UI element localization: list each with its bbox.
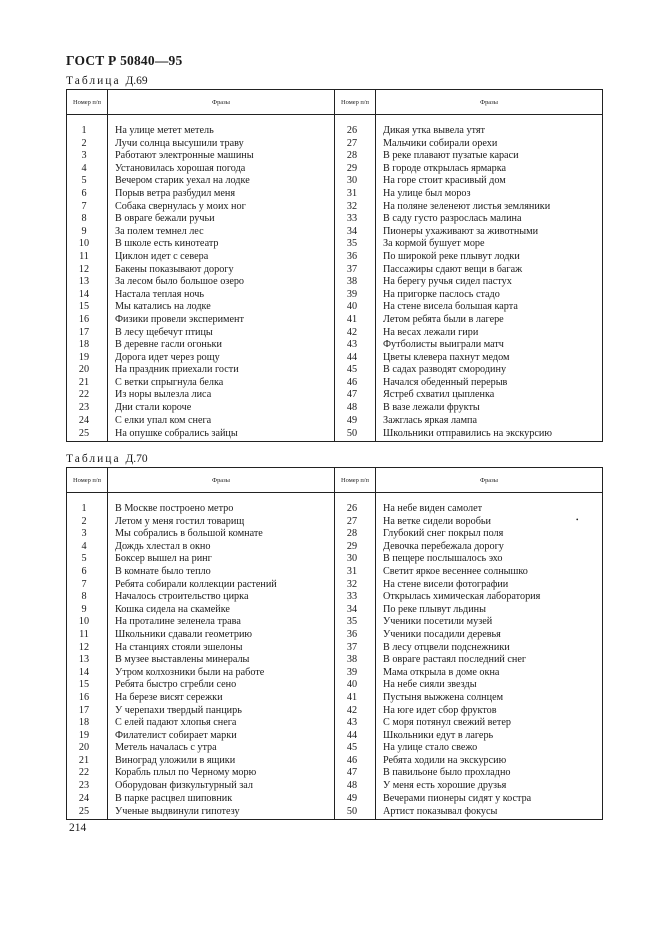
table-row (67, 742, 603, 755)
row-number: 25 (67, 427, 108, 442)
row-number: 9 (67, 226, 108, 239)
phrase-cell: Дождь хлестал в окно (108, 541, 335, 554)
caption-word: Таблица (66, 453, 121, 465)
phrase-cell: Дни стали короче (108, 402, 335, 415)
phrase-cell: Физики провели эксперимент (108, 314, 335, 327)
phrase-cell: В лесу отцвели подснежники (376, 642, 603, 655)
table-row (67, 427, 603, 442)
table-row (67, 692, 603, 705)
table-row (67, 642, 603, 655)
phrase-cell: Пустыня выжжена солнцем (376, 692, 603, 705)
phrase-cell: Виноград уложили в ящики (108, 755, 335, 768)
table-row (67, 201, 603, 214)
phrase-cell: Порыв ветра разбудил меня (108, 188, 335, 201)
row-number: 29 (335, 163, 376, 176)
table-row (67, 654, 603, 667)
row-number: 41 (335, 692, 376, 705)
phrase-cell: На улице был мороз (376, 188, 603, 201)
phrase-cell: Летом ребята были в лагере (376, 314, 603, 327)
phrase-cell: Циклон идет с севера (108, 251, 335, 264)
row-number: 36 (335, 629, 376, 642)
row-number: 46 (335, 377, 376, 390)
phrase-cell: Ребята ходили на экскурсию (376, 755, 603, 768)
spacer-row (67, 493, 603, 504)
stray-mark: • (576, 516, 579, 524)
phrase-cell: В вазе лежали фрукты (376, 402, 603, 415)
phrase-cell: На стене висела большая карта (376, 301, 603, 314)
row-number: 47 (335, 767, 376, 780)
row-number: 32 (335, 579, 376, 592)
phrase-cell: На улице стало свежо (376, 742, 603, 755)
row-number: 15 (67, 679, 108, 692)
page-number: 214 (69, 822, 87, 834)
row-number: 21 (67, 755, 108, 768)
row-number: 44 (335, 730, 376, 743)
row-number: 24 (67, 415, 108, 428)
phrase-cell: В Москве построено метро (108, 503, 335, 516)
phrase-cell: Цветы клевера пахнут медом (376, 352, 603, 365)
column-header-phrases: Фразы (376, 90, 603, 115)
table-caption-d70 (66, 453, 148, 465)
table-row (67, 541, 603, 554)
phrase-cell: За полем темнел лес (108, 226, 335, 239)
row-number: 18 (67, 339, 108, 352)
row-number: 45 (335, 742, 376, 755)
row-number: 42 (335, 705, 376, 718)
row-number: 41 (335, 314, 376, 327)
table-row (67, 276, 603, 289)
row-number: 40 (335, 679, 376, 692)
spacer-cell (67, 493, 108, 504)
row-number: 15 (67, 301, 108, 314)
row-number: 33 (335, 213, 376, 226)
phrase-cell: В комнате было тепло (108, 566, 335, 579)
phrase-cell: В школе есть кинотеатр (108, 238, 335, 251)
phrase-cell: Ученые выдвинули гипотезу (108, 805, 335, 820)
table-row (67, 604, 603, 617)
row-number: 40 (335, 301, 376, 314)
row-number: 10 (67, 238, 108, 251)
phrase-cell: Глубокий снег покрыл поля (376, 528, 603, 541)
phrase-cell: На улице метет метель (108, 125, 335, 138)
table-d69 (66, 89, 603, 442)
phrase-cell: Дикая утка вывела утят (376, 125, 603, 138)
row-number: 28 (335, 150, 376, 163)
phrase-cell: Мальчики собирали орехи (376, 138, 603, 151)
phrase-cell: Собака свернулась у моих ног (108, 201, 335, 214)
phrase-cell: Школьники отправились на экскурсию (376, 427, 603, 442)
phrase-cell: В павильоне было прохладно (376, 767, 603, 780)
phrase-cell: На юге идет сбор фруктов (376, 705, 603, 718)
row-number: 2 (67, 138, 108, 151)
phrase-cell: Боксер вышел на ринг (108, 553, 335, 566)
phrase-cell: На весах лежали гири (376, 327, 603, 340)
row-number: 35 (335, 238, 376, 251)
row-number: 49 (335, 415, 376, 428)
row-number: 20 (67, 742, 108, 755)
phrase-cell: Летом у меня гостил товарищ (108, 516, 335, 529)
table-row (67, 125, 603, 138)
row-number: 44 (335, 352, 376, 365)
row-number: 38 (335, 654, 376, 667)
row-number: 25 (67, 805, 108, 820)
row-number: 39 (335, 289, 376, 302)
phrase-cell: В реке плавают пузатые караси (376, 150, 603, 163)
phrase-cell: Ребята быстро сгребли сено (108, 679, 335, 692)
row-number: 38 (335, 276, 376, 289)
spacer-cell (108, 115, 335, 126)
phrase-cell: С елей падают хлопья снега (108, 717, 335, 730)
spacer-cell (335, 115, 376, 126)
phrase-cell: Работают электронные машины (108, 150, 335, 163)
row-number: 14 (67, 667, 108, 680)
phrase-cell: На стене висели фотографии (376, 579, 603, 592)
phrase-cell: Начался обеденный перерыв (376, 377, 603, 390)
row-number: 27 (335, 138, 376, 151)
phrase-cell: По широкой реке плывут лодки (376, 251, 603, 264)
row-number: 22 (67, 767, 108, 780)
row-number: 1 (67, 125, 108, 138)
table-row (67, 767, 603, 780)
row-number: 30 (335, 553, 376, 566)
phrase-cell: На праздник приехали гости (108, 364, 335, 377)
phrase-cell: В деревне гасли огоньки (108, 339, 335, 352)
phrase-cell: Ученики посадили деревья (376, 629, 603, 642)
column-header-number: Номер п/п (67, 468, 108, 493)
row-number: 21 (67, 377, 108, 390)
row-number: 12 (67, 264, 108, 277)
row-number: 13 (67, 654, 108, 667)
row-number: 50 (335, 805, 376, 820)
row-number: 17 (67, 327, 108, 340)
row-number: 26 (335, 503, 376, 516)
phrase-cell: На поляне зеленеют листья земляники (376, 201, 603, 214)
table-row (67, 150, 603, 163)
phrase-cell: На горе стоит красивый дом (376, 175, 603, 188)
row-number: 11 (67, 629, 108, 642)
table-row (67, 364, 603, 377)
row-number: 45 (335, 364, 376, 377)
row-number: 17 (67, 705, 108, 718)
row-number: 48 (335, 402, 376, 415)
phrase-cell: Корабль плыл по Черному морю (108, 767, 335, 780)
row-number: 43 (335, 717, 376, 730)
row-number: 37 (335, 642, 376, 655)
row-number: 29 (335, 541, 376, 554)
column-header-number: Номер п/п (67, 90, 108, 115)
document-header: ГОСТ Р 50840—95 (66, 53, 183, 68)
table-row (67, 717, 603, 730)
phrase-cell: Ребята собирали коллекции растений (108, 579, 335, 592)
phrase-cell: По реке плывут льдины (376, 604, 603, 617)
column-header-phrases: Фразы (108, 468, 335, 493)
phrase-cell: Зажглась яркая лампа (376, 415, 603, 428)
row-number: 6 (67, 188, 108, 201)
table-row (67, 175, 603, 188)
phrase-cell: В пещере послышалось эхо (376, 553, 603, 566)
table-row (67, 705, 603, 718)
phrase-cell: Кошка сидела на скамейке (108, 604, 335, 617)
row-number: 8 (67, 213, 108, 226)
table-d70 (66, 467, 603, 820)
phrase-cell: Девочка перебежала дорогу (376, 541, 603, 554)
table-row (67, 528, 603, 541)
row-number: 33 (335, 591, 376, 604)
phrase-cell: На небе сияли звезды (376, 679, 603, 692)
phrase-cell: Оборудован физкультурный зал (108, 780, 335, 793)
phrase-cell: Пассажиры сдают вещи в багаж (376, 264, 603, 277)
row-number: 34 (335, 226, 376, 239)
row-number: 31 (335, 566, 376, 579)
phrase-cell: Лучи солнца высушили траву (108, 138, 335, 151)
phrase-cell: Артист показывал фокусы (376, 805, 603, 820)
row-number: 19 (67, 352, 108, 365)
phrase-cell: Мама открыла в доме окна (376, 667, 603, 680)
row-number: 14 (67, 289, 108, 302)
row-number: 47 (335, 389, 376, 402)
phrase-cell: Утром колхозники были на работе (108, 667, 335, 680)
phrase-cell: На опушке собрались зайцы (108, 427, 335, 442)
phrase-cell: С моря потянул свежий ветер (376, 717, 603, 730)
phrase-cell: Мы катались на лодке (108, 301, 335, 314)
table-row (67, 327, 603, 340)
phrase-cell: Открылась химическая лаборатория (376, 591, 603, 604)
row-number: 5 (67, 553, 108, 566)
phrase-cell: На пригорке паслось стадо (376, 289, 603, 302)
row-number: 43 (335, 339, 376, 352)
phrase-cell: Светит яркое весеннее солнышко (376, 566, 603, 579)
table-row (67, 566, 603, 579)
row-number: 11 (67, 251, 108, 264)
row-number: 28 (335, 528, 376, 541)
table-row (67, 163, 603, 176)
phrase-cell: Установилась хорошая погода (108, 163, 335, 176)
table-row (67, 352, 603, 365)
row-number: 6 (67, 566, 108, 579)
row-number: 18 (67, 717, 108, 730)
row-number: 9 (67, 604, 108, 617)
table-row (67, 301, 603, 314)
row-number: 1 (67, 503, 108, 516)
table-row (67, 389, 603, 402)
table-row (67, 251, 603, 264)
row-number: 7 (67, 579, 108, 592)
row-number: 16 (67, 692, 108, 705)
table-row (67, 591, 603, 604)
table-row (67, 377, 603, 390)
column-header-number: Номер п/п (335, 90, 376, 115)
row-number: 48 (335, 780, 376, 793)
phrase-cell: В садах разводят смородину (376, 364, 603, 377)
phrase-cell: На березе висят сережки (108, 692, 335, 705)
row-number: 8 (67, 591, 108, 604)
table-row (67, 755, 603, 768)
caption-number: Д.70 (125, 453, 148, 465)
row-number: 20 (67, 364, 108, 377)
table-row (67, 793, 603, 806)
row-number: 16 (67, 314, 108, 327)
row-number: 4 (67, 163, 108, 176)
phrase-cell: В парке расцвел шиповник (108, 793, 335, 806)
row-number: 7 (67, 201, 108, 214)
phrase-cell: Метель началась с утра (108, 742, 335, 755)
table-row (67, 138, 603, 151)
row-number: 36 (335, 251, 376, 264)
row-number: 4 (67, 541, 108, 554)
phrase-cell: Ястреб схватил цыпленка (376, 389, 603, 402)
table-row (67, 264, 603, 277)
phrase-cell: За лесом было большое озеро (108, 276, 335, 289)
row-number: 39 (335, 667, 376, 680)
table-row (67, 188, 603, 201)
row-number: 24 (67, 793, 108, 806)
row-number: 13 (67, 276, 108, 289)
phrase-cell: На небе виден самолет (376, 503, 603, 516)
caption-number: Д.69 (125, 75, 148, 87)
phrase-cell: С ветки спрыгнула белка (108, 377, 335, 390)
phrase-cell: Школьники сдавали геометрию (108, 629, 335, 642)
row-number: 50 (335, 427, 376, 442)
row-number: 49 (335, 793, 376, 806)
row-number: 5 (67, 175, 108, 188)
phrase-cell: Ученики посетили музей (376, 616, 603, 629)
phrase-cell: В овраге бежали ручьи (108, 213, 335, 226)
phrase-cell: На ветке сидели воробьи (376, 516, 603, 529)
spacer-cell (335, 493, 376, 504)
row-number: 42 (335, 327, 376, 340)
table-row (67, 213, 603, 226)
row-number: 31 (335, 188, 376, 201)
phrase-cell: Настала теплая ночь (108, 289, 335, 302)
row-number: 34 (335, 604, 376, 617)
row-number: 26 (335, 125, 376, 138)
phrase-cell: Футболисты выиграли матч (376, 339, 603, 352)
phrase-cell: На станциях стояли эшелоны (108, 642, 335, 655)
row-number: 22 (67, 389, 108, 402)
phrase-cell: Началось строительство цирка (108, 591, 335, 604)
row-number: 3 (67, 150, 108, 163)
phrase-cell: У черепахи твердый панцирь (108, 705, 335, 718)
row-number: 37 (335, 264, 376, 277)
row-number: 10 (67, 616, 108, 629)
phrase-cell: В музее выставлены минералы (108, 654, 335, 667)
row-number: 12 (67, 642, 108, 655)
row-number: 23 (67, 402, 108, 415)
table-caption-d69 (66, 75, 148, 87)
table-row (67, 553, 603, 566)
row-number: 3 (67, 528, 108, 541)
table-row (67, 679, 603, 692)
phrase-cell: Пионеры ухаживают за животными (376, 226, 603, 239)
phrase-cell: Мы собрались в большой комнате (108, 528, 335, 541)
caption-word: Таблица (66, 75, 121, 87)
phrase-cell: Вечерами пионеры сидят у костра (376, 793, 603, 806)
table-row (67, 402, 603, 415)
table-row (67, 516, 603, 529)
table-row (67, 579, 603, 592)
row-number: 23 (67, 780, 108, 793)
table-row (67, 238, 603, 251)
table-row (67, 805, 603, 820)
row-number: 27 (335, 516, 376, 529)
table-row (67, 339, 603, 352)
table-row (67, 667, 603, 680)
phrase-cell: В городе открылась ярмарка (376, 163, 603, 176)
table-row (67, 629, 603, 642)
row-number: 2 (67, 516, 108, 529)
table-row (67, 780, 603, 793)
phrase-cell: Из норы вылезла лиса (108, 389, 335, 402)
spacer-cell (376, 493, 603, 504)
row-number: 30 (335, 175, 376, 188)
column-header-number: Номер п/п (335, 468, 376, 493)
phrase-cell: За кормой бушует море (376, 238, 603, 251)
phrase-cell: Бакены показывают дорогу (108, 264, 335, 277)
spacer-cell (67, 115, 108, 126)
phrase-cell: Школьники едут в лагерь (376, 730, 603, 743)
spacer-cell (108, 493, 335, 504)
table-row (67, 415, 603, 428)
phrase-cell: Дорога идет через рощу (108, 352, 335, 365)
phrase-cell: В саду густо разрослась малина (376, 213, 603, 226)
row-number: 19 (67, 730, 108, 743)
table-row (67, 616, 603, 629)
phrase-cell: На проталине зеленела трава (108, 616, 335, 629)
table-row (67, 730, 603, 743)
table-row (67, 314, 603, 327)
spacer-row (67, 115, 603, 126)
phrase-cell: В лесу щебечут птицы (108, 327, 335, 340)
table-row (67, 226, 603, 239)
phrase-cell: На берегу ручья сидел пастух (376, 276, 603, 289)
row-number: 35 (335, 616, 376, 629)
row-number: 32 (335, 201, 376, 214)
phrase-cell: Вечером старик уехал на лодке (108, 175, 335, 188)
row-number: 46 (335, 755, 376, 768)
spacer-cell (376, 115, 603, 126)
table-row (67, 289, 603, 302)
column-header-phrases: Фразы (108, 90, 335, 115)
phrase-cell: Филателист собирает марки (108, 730, 335, 743)
phrase-cell: С елки упал ком снега (108, 415, 335, 428)
phrase-cell: У меня есть хорошие друзья (376, 780, 603, 793)
column-header-phrases: Фразы (376, 468, 603, 493)
phrase-cell: В овраге растаял последний снег (376, 654, 603, 667)
table-row (67, 503, 603, 516)
